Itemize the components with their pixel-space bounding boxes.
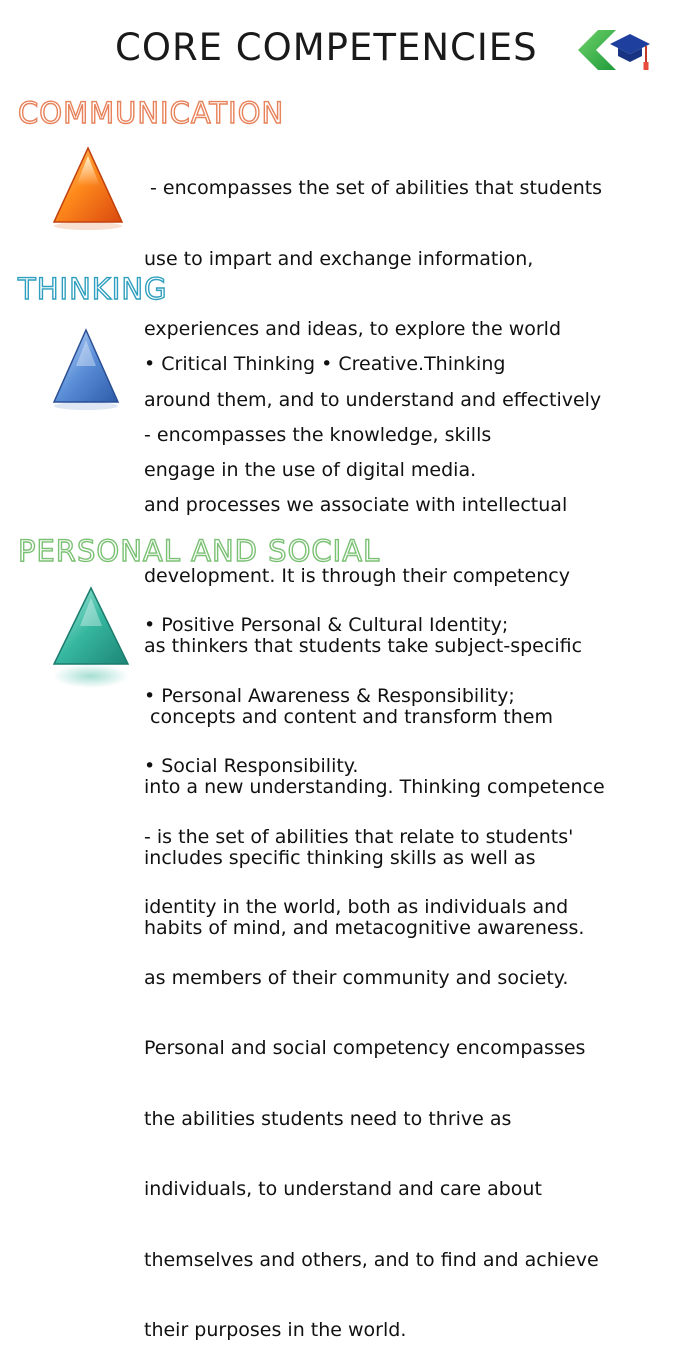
communication-heading: COMMUNICATION	[18, 96, 285, 130]
teal-triangle-icon	[50, 586, 132, 690]
text-line: and processes we associate with intellectual	[144, 494, 568, 516]
text-line: - encompasses the set of abilities that students	[144, 177, 603, 199]
page-title: CORE COMPETENCIES	[115, 26, 538, 69]
text-line: individuals, to understand and care about	[144, 1178, 542, 1200]
text-line: includes specific thinking skills as well as	[144, 846, 536, 869]
personal-social-text	[144, 567, 599, 1366]
text-line: use to impart and exchange information,	[144, 247, 534, 270]
text-line: themselves and others, and to find and achieve	[144, 1248, 599, 1271]
text-line: identity in the world, both as individuals and	[144, 896, 569, 918]
text-line: around them, and to understand and effectively	[144, 388, 602, 411]
text-line: • Positive Personal & Cultural Identity;	[144, 614, 509, 636]
text-line: experiences and ideas, to explore the world	[144, 318, 562, 340]
text-line: as members of their community and society.	[144, 966, 569, 989]
text-line: their purposes in the world.	[144, 1319, 407, 1341]
text-line: the abilities students need to thrive as	[144, 1107, 512, 1130]
text-line: Personal and social competency encompasses	[144, 1037, 586, 1059]
text-line: • Social Responsibility.	[144, 755, 359, 777]
graduation-cap-logo-icon	[574, 22, 654, 78]
text-line: - is the set of abilities that relate to students'	[144, 825, 574, 848]
text-line: as thinkers that students take subject-specific	[144, 635, 583, 657]
text-line: development. It is through their competency	[144, 564, 570, 587]
text-line: habits of mind, and metacognitive awareness.	[144, 917, 585, 939]
text-line: concepts and content and transform them	[144, 705, 553, 728]
blue-triangle-icon	[50, 328, 122, 410]
thinking-heading: THINKING	[18, 272, 168, 306]
text-line: engage in the use of digital media.	[144, 459, 477, 481]
personal-social-heading: PERSONAL AND SOCIAL	[18, 534, 381, 568]
text-line: into a new understanding. Thinking competence	[144, 776, 605, 798]
text-line: • Personal Awareness & Responsibility;	[144, 684, 515, 707]
orange-triangle-icon	[50, 146, 126, 230]
text-line: - encompasses the knowledge, skills	[144, 423, 492, 446]
text-line: • Critical Thinking • Creative.Thinking	[144, 353, 506, 375]
